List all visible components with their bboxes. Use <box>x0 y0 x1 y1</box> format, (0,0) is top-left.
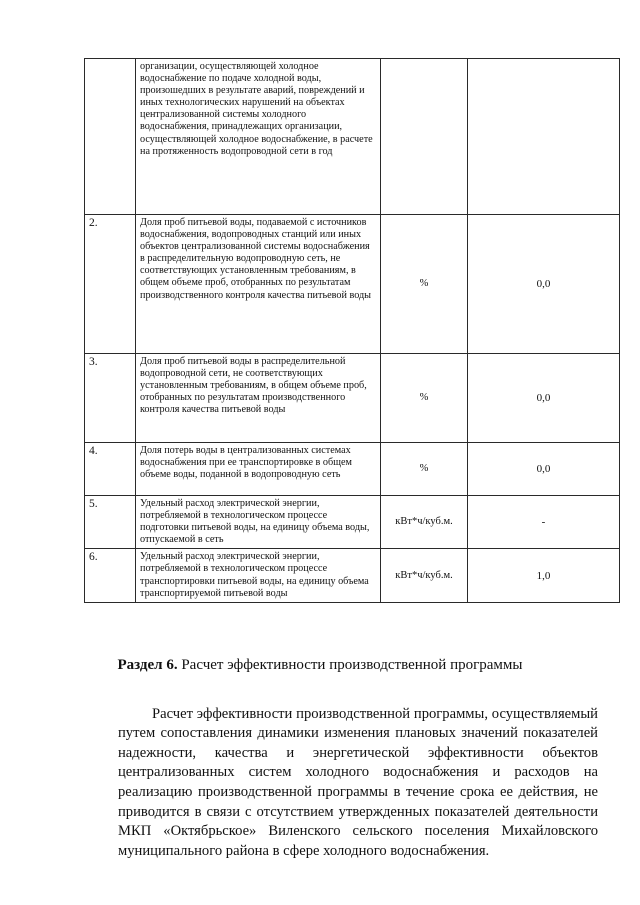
unit-cell: % <box>381 215 468 354</box>
table-row <box>85 496 620 549</box>
indicator-name: Доля проб питьевой воды, подаваемой с источников водоснабжения, водопроводных станций или иных объектов централизованной системы водоснабжения в распределительную водопроводную сеть, не соответствующих установленным требованиям, в общем объеме проб, отобранных по результатам производственного контроля качества питьевой воды <box>136 215 381 354</box>
table-row <box>85 443 620 496</box>
row-number <box>85 59 136 215</box>
indicator-name: организации, осуществляющей холодное водоснабжение по подаче холодной воды, произошедших в результате аварий, повреждений и иных технологических нарушений на объектах централизованной системы холодного водоснабжения, принадлежащих организации, осуществляющей холодное водоснабжение, в расчете на протяженность водопроводной сети в год <box>136 59 381 215</box>
indicator-name: Удельный расход электрической энергии, потребляемой в технологическом процессе подготовки питьевой воды, на единицу объема воды, отпускаемой в сеть <box>136 496 381 549</box>
section-title-text: Расчет эффективности производственной программы <box>177 657 523 673</box>
section-heading <box>0 657 640 674</box>
row-number: 6. <box>85 549 136 602</box>
value-cell: 1,0 <box>468 549 620 602</box>
value-cell: 0,0 <box>468 443 620 496</box>
value-cell: 0,0 <box>468 215 620 354</box>
unit-cell: кВт*ч/куб.м. <box>381 496 468 549</box>
value-cell: 0,0 <box>468 354 620 443</box>
table-row <box>85 549 620 602</box>
unit-cell: % <box>381 443 468 496</box>
unit-cell: кВт*ч/куб.м. <box>381 549 468 602</box>
indicators-table <box>84 58 620 603</box>
unit-cell: % <box>381 354 468 443</box>
row-number: 4. <box>85 443 136 496</box>
section-paragraph: Расчет эффективности производственной программы, осуществляемый путем сопоставления динамики изменения плановых значений показателей надежности, качества и энергетической эффективности объектов централизованных систем холодного водоснабжения и расходов на реализацию производственной программы в течение срока ее действия, не приводится в связи с отсутствием утвержденных показателей деятельности МКП «Октябрьское» Виленского сельского поселения Михайловского муниципального района в сфере холодного водоснабжения. <box>118 705 598 859</box>
table-row <box>85 354 620 443</box>
value-cell <box>468 59 620 215</box>
row-number: 5. <box>85 496 136 549</box>
indicator-name: Удельный расход электрической энергии, потребляемой в технологическом процессе транспортировки питьевой воды, на единицу объема транспортируемой питьевой воды <box>136 549 381 602</box>
indicator-name: Доля проб питьевой воды в распределительной водопроводной сети, не соответствующих установленным требованиям, в общем объеме проб, отобранных по результатам производственного контроля качества питьевой воды <box>136 354 381 443</box>
table-row <box>85 215 620 354</box>
section-number: Раздел 6. <box>117 657 178 673</box>
value-cell: - <box>468 496 620 549</box>
row-number: 2. <box>85 215 136 354</box>
table-row <box>85 59 620 215</box>
indicator-name: Доля потерь воды в централизованных системах водоснабжения при ее транспортировке в общем объеме воды, поданной в водопроводную сеть <box>136 443 381 496</box>
row-number: 3. <box>85 354 136 443</box>
unit-cell <box>381 59 468 215</box>
